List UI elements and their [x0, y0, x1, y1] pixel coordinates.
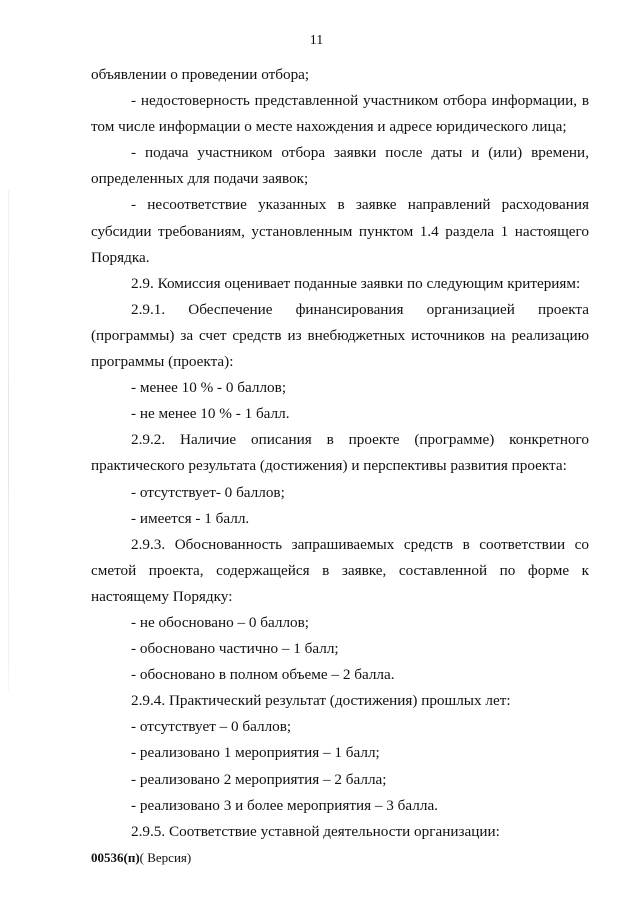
paragraph: - несоответствие указанных в заявке направлений расходования субсидии требованиям, установленным пунктом 1.4 раздела 1 настоящего Порядка. [91, 196, 589, 266]
page-number: 11 [309, 33, 324, 48]
list-item: - обосновано частично – 1 балл; [131, 640, 339, 658]
paragraph: 2.9.2. Наличие описания в проекте (программе) конкретного практического результата (достижения) и перспективы развития проекта: [91, 431, 589, 475]
list-item: - отсутствует – 0 баллов; [131, 718, 292, 736]
list-item: - реализовано 2 мероприятия – 2 балла; [131, 770, 387, 788]
document-body [91, 62, 589, 845]
list-item: - имеется - 1 балл. [131, 509, 250, 527]
list-item: - менее 10 % - 0 баллов; [131, 379, 287, 397]
paragraph: - подача участником отбора заявки после даты и (или) времени, определенных для подачи заявок; [91, 144, 589, 188]
paragraph: 2.9.1. Обеспечение финансирования организацией проекта (программы) за счет средств из внебюджетных источников на реализацию программы (проекта): [91, 300, 589, 371]
document-version-label: ( Версия) [139, 850, 192, 865]
list-item: - обосновано в полном объеме – 2 балла. [131, 666, 395, 684]
paragraph: 2.9.3. Обоснованность запрашиваемых средств в соответствии со сметой проекта, содержащейся в заявке, составленной по форме к настоящему Порядку: [91, 535, 589, 605]
paragraph: - недостоверность представленной участником отбора информации, в том числе информации о месте нахождения и адресе юридического лица; [91, 92, 589, 136]
paragraph: объявлении о проведении отбора; [91, 66, 310, 83]
list-item: - реализовано 1 мероприятия – 1 балл; [131, 744, 380, 762]
document-code: 00536(п) [91, 850, 140, 865]
paragraph: 2.9.4. Практический результат (достижения) прошлых лет: [131, 692, 511, 710]
list-item: - не менее 10 % - 1 балл. [131, 405, 290, 423]
paragraph: 2.9.5. Соответствие уставной деятельности организации: [131, 822, 500, 840]
document-footer [91, 850, 191, 866]
list-item: - реализовано 3 и более мероприятия – 3 балла. [131, 796, 438, 814]
list-item: - отсутствует- 0 баллов; [131, 483, 285, 501]
scan-edge-line [8, 190, 9, 690]
list-item: - не обосновано – 0 баллов; [131, 613, 310, 631]
paragraph: 2.9. Комиссия оценивает поданные заявки по следующим критериям: [131, 274, 581, 292]
